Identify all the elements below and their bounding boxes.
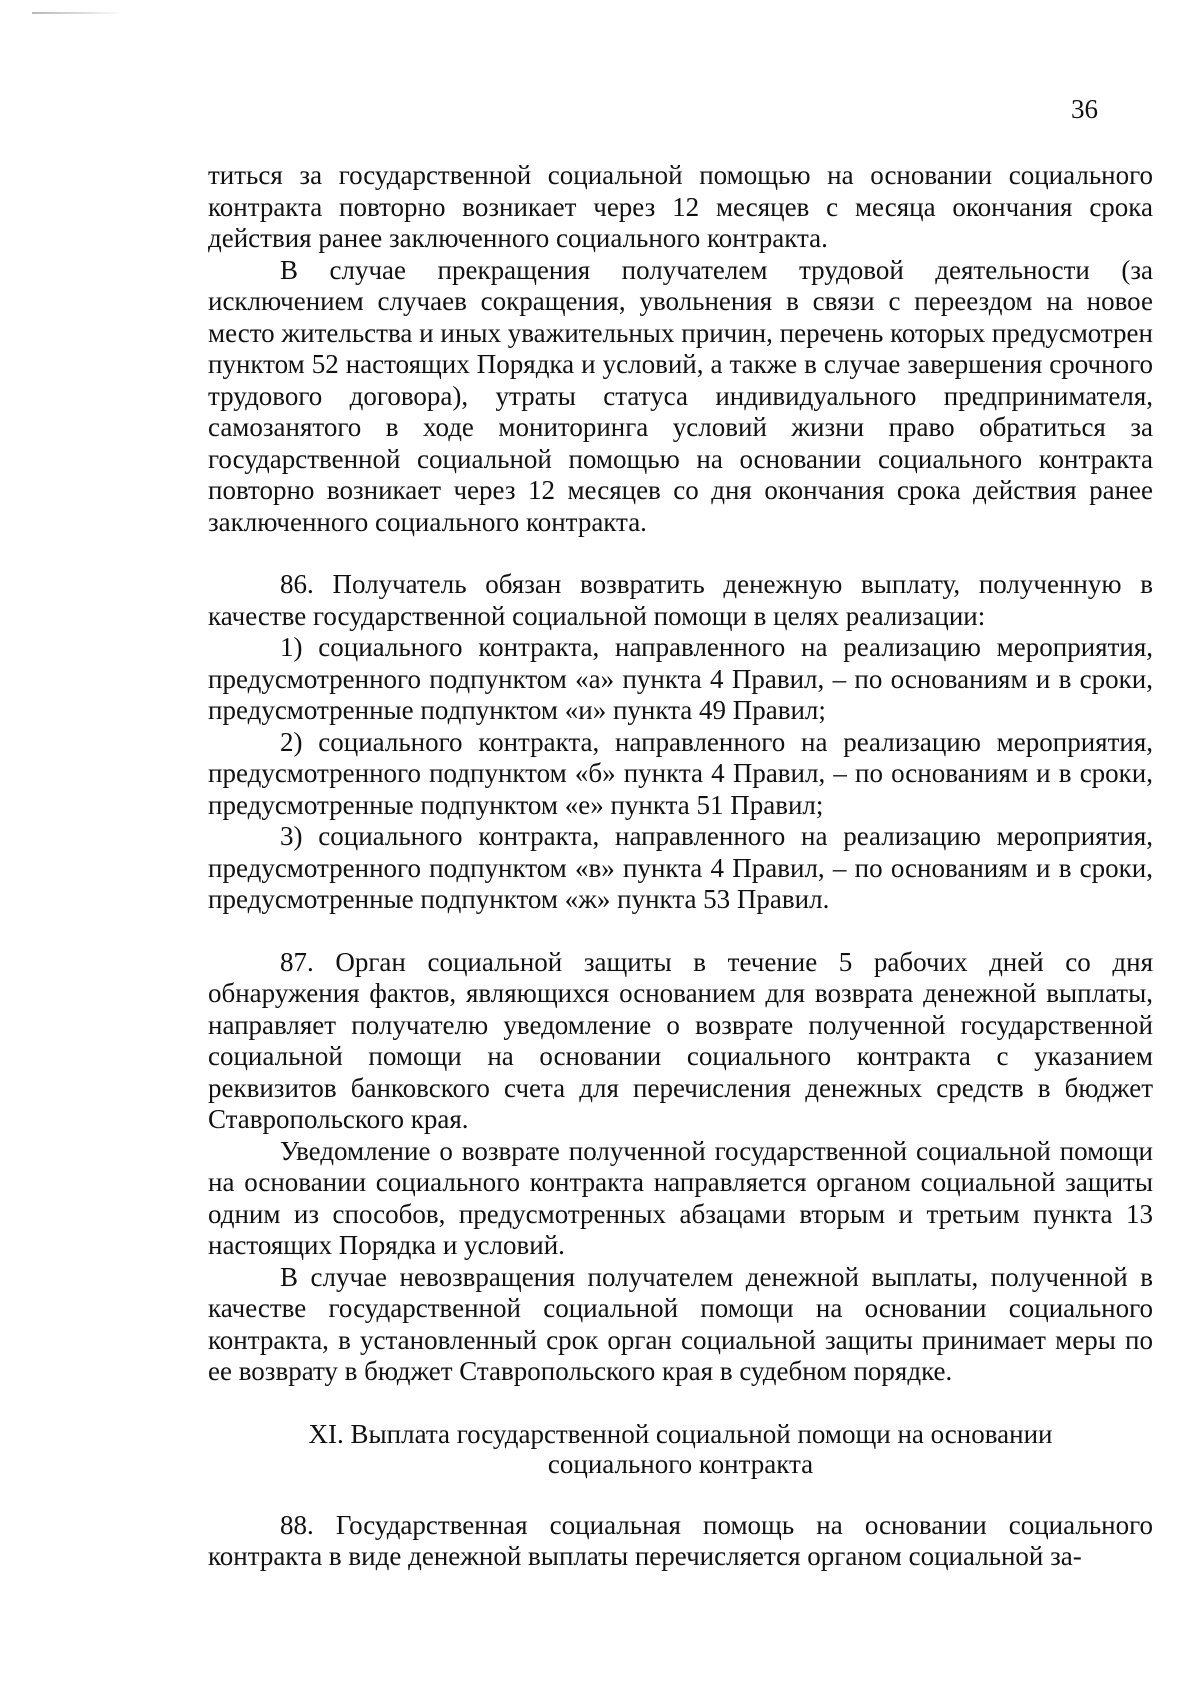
clause-86-item-2: 2) социального контракта, направленного на реализацию мероприятия, предусмотренного подпунктом «б» пункта 4 Правил, – по основаниям и в сроки, предусмотренные подпунктом «е» пункта 51 Правил; bbox=[208, 726, 1153, 820]
clause-87: 87. Орган социальной защиты в течение 5 рабочих дней со дня обнаружения фактов, являющихся основанием для возврата денежной выплаты, направляет получателю уведомление о возврате полученной государственной социальной помощи на основании социального контракта с указанием реквизитов банковского счета для перечисления денежных средств в бюджет Ставропольского края. bbox=[208, 946, 1153, 1134]
section-heading-line-2: социального контракта bbox=[547, 1448, 814, 1479]
paragraph-termination-case: В случае прекращения получателем трудовой деятельности (за исключением случаев сокращения, увольнения в связи с переездом на новое место жительства и иных уважительных причин, перечень которых предусмотрен пунктом 52 настоящих Порядка и условий, а также в случае завершения срочного трудового договора), утраты статуса индивидуального предпринимателя, самозанятого в ходе мониторинга условий жизни право обратиться за государственной социальной помощью на основании социального контракта повторно возникает через 12 месяцев со дня окончания срока действия ранее заключенного социального контракта. bbox=[208, 254, 1153, 537]
clause-87-nonreturn: В случае невозвращения получателем денежной выплаты, полученной в качестве государственной социальной помощи на основании социального контракта, в установленный срок орган социальной защиты принимает меры по ее возврату в бюджет Ставропольского края в судебном порядке. bbox=[208, 1261, 1153, 1386]
clause-86-item-3: 3) социального контракта, направленного на реализацию мероприятия, предусмотренного подпунктом «в» пункта 4 Правил, – по основаниям и в сроки, предусмотренные подпунктом «ж» пункта 53 Правил. bbox=[208, 821, 1153, 914]
clause-88: 88. Государственная социальная помощь на основании социального контракта в виде денежной выплаты перечисляется органом социальной за- bbox=[208, 1509, 1153, 1571]
section-heading-line-1: XI. Выплата государственной социальной помощи на основании bbox=[308, 1418, 1053, 1449]
clause-86-item-1: 1) социального контракта, направленного на реализацию мероприятия, предусмотренного подпунктом «а» пункта 4 Правил, – по основаниям и в сроки, предусмотренные подпунктом «и» пункта 49 Правил; bbox=[208, 632, 1153, 725]
clause-86: 86. Получатель обязан возвратить денежную выплату, полученную в качестве государственной социальной помощи в целях реализации: bbox=[208, 569, 1153, 631]
clause-87-notification: Уведомление о возврате полученной государственной социальной помощи на основании социального контракта направляется органом социальной защиты одним из способов, предусмотренных абзацами вторым и третьим пункта 13 настоящих Порядка и условий. bbox=[208, 1135, 1153, 1260]
page-number: 36 bbox=[1071, 94, 1098, 124]
document-body bbox=[208, 160, 1153, 1573]
paragraph-continuation: титься за государственной социальной помощью на основании социального контракта повторно возникает через 12 месяцев с месяца окончания срока действия ранее заключенного социального контракта. bbox=[208, 160, 1153, 253]
section-heading bbox=[208, 1419, 1153, 1479]
scan-artifact bbox=[32, 12, 122, 14]
